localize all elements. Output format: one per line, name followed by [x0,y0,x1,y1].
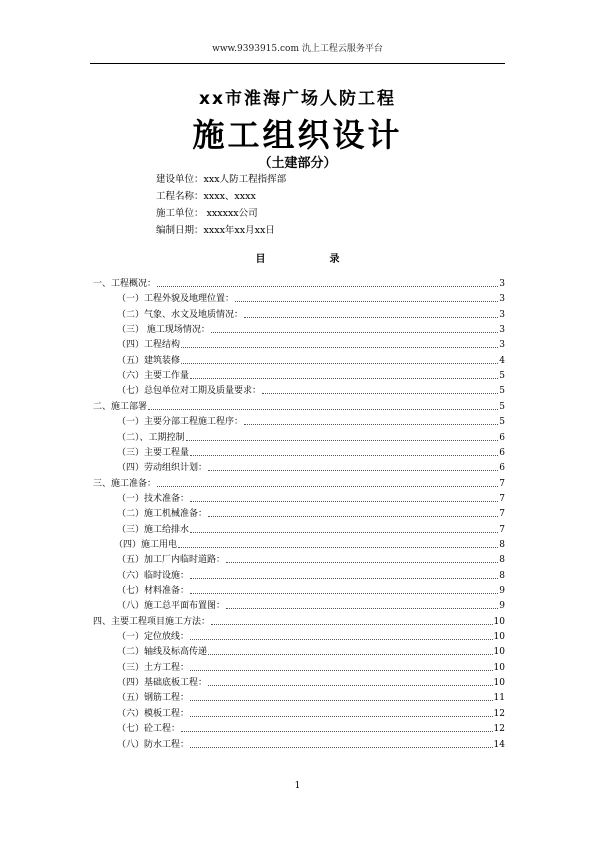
toc-entry-page: 7 [499,494,505,504]
toc-leader-dots [208,654,493,655]
toc-leader-dots [244,317,498,318]
toc-leader-dots [157,486,498,487]
toc-leader-dots [186,440,499,441]
toc-leader-dots [181,363,498,364]
toc-entry-title: （三） 施工现场情况： [117,325,210,335]
toc-entry[interactable] [117,739,505,751]
toc-entry-title: （二）、工期控制 [117,433,185,443]
page-header: www.9393915.com 氿上工程云服务平台 [212,44,383,54]
toc-leader-dots [190,378,498,379]
toc-entry-page: 8 [499,555,505,565]
toc-entry-title: （八）施工总平面布置图： [117,601,226,611]
toc-leader-dots [190,747,493,748]
toc-entry-page: 6 [499,448,505,458]
toc-entry-title: （四）基础底板工程： [117,678,208,688]
toc-entry[interactable] [117,447,505,459]
document-title: 施工组织设计 [192,116,403,154]
toc-entry[interactable] [117,462,505,474]
toc-entry[interactable] [117,524,505,536]
toc-entry[interactable] [117,385,505,397]
toc-entry-title: （七）总包单位对工期及质量要求： [117,386,262,396]
toc-entry-page: 3 [499,325,505,335]
info-project-name: 工程名称：xxxx、xxxx [156,191,256,202]
toc-entry-page: 7 [499,509,505,519]
toc-leader-dots [181,347,498,348]
toc-leader-dots [190,578,498,579]
toc-entry-title: （一）技术准备： [117,494,190,504]
toc-entry[interactable] [117,646,505,658]
project-title: xx市淮海广场人防工程 [199,89,396,109]
toc-entry[interactable] [117,309,505,321]
toc-entry-page: 4 [499,356,505,366]
toc-entry-page: 10 [493,647,505,657]
toc-entry[interactable] [117,355,505,367]
toc-entry-page: 5 [499,386,505,396]
toc-leader-dots [190,532,498,533]
toc-entry-page: 11 [493,693,505,703]
toc-entry-title: （三）主要工程量 [117,448,190,458]
toc-entry[interactable] [117,293,505,305]
toc-entry-title: （一）主要分部工程施工程序： [117,417,244,427]
toc-entry-title: 一、工程概况： [93,279,157,289]
toc-entry-title: （七）砼工程： [117,724,181,734]
toc-entry-page: 8 [499,540,505,550]
toc-leader-dots [190,700,493,701]
toc-entry-title: （一）定位放线： [117,632,190,642]
toc-entry[interactable] [117,416,505,428]
toc-entry-page: 7 [499,525,505,535]
info-contractor: 施工单位： xxxxxx公司 [156,208,258,219]
toc-entry[interactable] [117,493,505,505]
toc-entry[interactable] [117,677,505,689]
toc-leader-dots [226,562,498,563]
toc-entry-title: （三）土方工程： [117,663,190,673]
toc-entry-page: 12 [493,724,505,734]
toc-entry[interactable] [117,339,505,351]
toc-leader-dots [244,424,498,425]
toc-heading-left: 目 [255,254,266,265]
toc-leader-dots [190,593,498,594]
toc-entry-page: 14 [493,740,505,750]
info-construction-unit: 建设单位：xxx人防工程指挥部 [156,174,287,185]
toc-entry[interactable] [117,432,505,444]
toc-leader-dots [208,470,498,471]
toc-entry-title: （四）工程结构 [117,340,181,350]
toc-entry-title: （二）施工机械准备： [117,509,208,519]
toc-leader-dots [190,501,498,502]
header-rule [90,63,505,64]
toc-entry-title: （五）加工厂内临时道路： [117,555,226,565]
toc-entry-title: （六）主要工作量 [117,371,190,381]
toc-leader-dots [190,670,493,671]
project-info [156,171,286,239]
toc-entry-page: 7 [499,479,505,489]
toc-entry-title: （四）施工用电 [114,540,178,550]
toc-entry-title: （五）建筑装修 [117,356,181,366]
toc-entry[interactable] [93,616,505,628]
toc-entry-page: 5 [499,417,505,427]
toc-entry-title: 二、施工部署 [93,402,148,412]
toc-entry-title: （五）钢筋工程： [117,693,190,703]
document-subtitle: （土建部分） [258,156,337,171]
toc-entry[interactable] [93,278,505,290]
toc-entry[interactable] [117,554,505,566]
toc-leader-dots [235,301,498,302]
toc-entry[interactable] [117,692,505,704]
toc-entry[interactable] [117,708,505,720]
toc-entry-title: （六）临时设施： [117,571,190,581]
toc-entry-title: （二）气象、水文及地质情况： [117,310,244,320]
toc-entry-page: 10 [493,632,505,642]
toc-leader-dots [157,286,498,287]
toc-entry-page: 8 [499,571,505,581]
toc-entry[interactable] [117,600,505,612]
toc-heading [0,250,595,265]
toc-entry-page: 5 [499,402,505,412]
toc-leader-dots [190,639,493,640]
toc-entry-title: （四）劳动组织计划： [117,463,208,473]
toc-leader-dots [208,516,498,517]
toc-heading-right: 录 [329,254,340,265]
toc-entry[interactable] [117,631,505,643]
toc-entry[interactable] [117,570,505,582]
toc-entry-page: 3 [499,279,505,289]
toc-entry[interactable] [117,585,505,597]
toc-entry-page: 3 [499,310,505,320]
toc-entry[interactable] [117,508,505,520]
toc-entry-title: 三、施工准备： [93,479,157,489]
toc-entry-page: 3 [499,340,505,350]
toc-leader-dots [190,455,498,456]
toc-entry-page: 6 [499,433,505,443]
toc-entry[interactable] [117,370,505,382]
toc-leader-dots [190,716,493,717]
toc-leader-dots [226,608,498,609]
page-number: 1 [294,781,301,791]
toc-entry[interactable] [117,324,505,336]
toc-entry-title: （八）防水工程： [117,740,190,750]
toc-entry-page: 12 [493,709,505,719]
toc-entry-page: 3 [499,294,505,304]
toc-entry-page: 10 [493,663,505,673]
toc-entry-page: 6 [499,463,505,473]
toc-entry-page: 10 [493,678,505,688]
toc-leader-dots [178,547,498,548]
toc-leader-dots [211,332,498,333]
info-date: 编制日期：xxxx年xx月xx日 [156,225,275,236]
toc-entry-title: （二）轴线及标高传递 [117,647,208,657]
toc-entry[interactable] [93,401,505,413]
toc-leader-dots [262,393,498,394]
toc-entry[interactable] [93,478,505,490]
toc-entry-title: （一）工程外貌及地理位置： [117,294,235,304]
toc-entry-title: 四、主要工程项目施工方法： [93,617,211,627]
toc-leader-dots [208,685,493,686]
toc-leader-dots [211,624,493,625]
toc-entry-page: 9 [499,586,505,596]
toc-entry-title: （三）施工给排水 [117,525,190,535]
toc-entry[interactable] [114,539,505,551]
toc-entry-title: （七）材料准备： [117,586,190,596]
toc-leader-dots [148,409,498,410]
toc-entry-page: 9 [499,601,505,611]
toc-entry[interactable] [117,723,505,735]
toc-entry-page: 10 [493,617,505,627]
toc-entry[interactable] [117,662,505,674]
toc-entry-page: 5 [499,371,505,381]
toc-entry-title: （六）模板工程： [117,709,190,719]
toc-leader-dots [181,731,493,732]
